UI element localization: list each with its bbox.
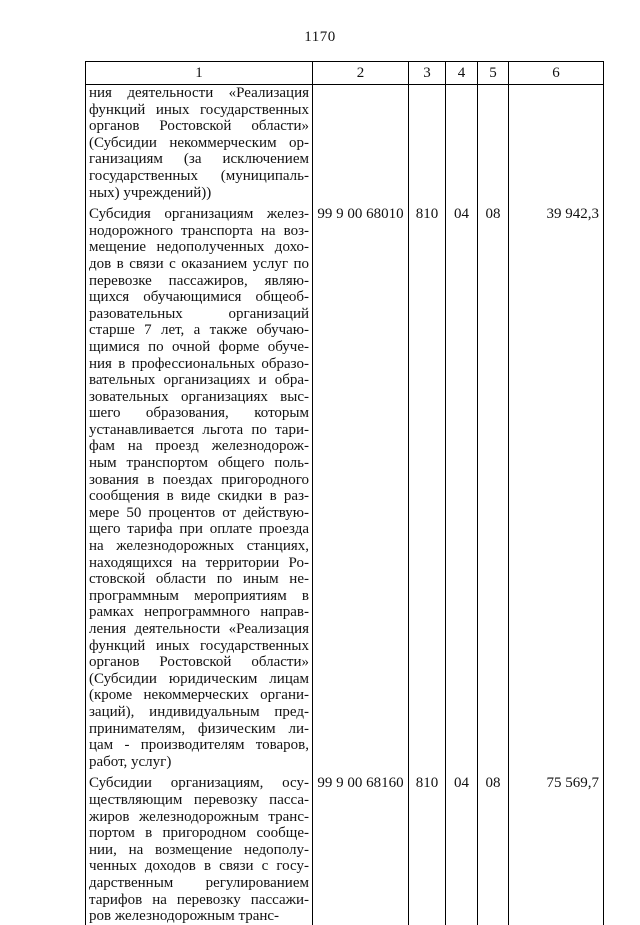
row-target-code: 99 9 00 68010	[313, 201, 409, 770]
row-subsection: 08	[478, 770, 509, 924]
row-target-code	[313, 85, 409, 202]
description-line: работ, услуг)	[89, 753, 172, 770]
row-amount: 39 942,3	[509, 201, 604, 770]
description-line: органов Ростовской области»	[89, 118, 309, 135]
row-section	[446, 85, 478, 202]
header-col-2: 2	[313, 62, 409, 85]
description-line: щихся обучающимися общеоб-	[89, 289, 309, 306]
description-line: рамках непрограммного направ-	[89, 604, 309, 621]
description-line: ществляющим перевозку пасса-	[89, 791, 309, 808]
description-line: стовской области по иным не-	[89, 571, 309, 588]
description-line: фам на проезд железнодорож-	[89, 438, 309, 455]
description-line: нодорожного транспорта на воз-	[89, 222, 309, 239]
description-line: ления деятельности «Реализация	[89, 621, 309, 637]
description-line: разовательных организаций	[89, 305, 309, 322]
description-line: зования в поездах пригородного	[89, 471, 309, 488]
row-subsection	[478, 85, 509, 202]
page-number: 1170	[304, 29, 336, 45]
description-line: старше 7 лет, а также обучаю-	[89, 322, 309, 339]
description-line: на железнодорожных станциях,	[89, 538, 309, 555]
row-amount	[509, 85, 604, 202]
description-line: органов Ростовской области»	[89, 654, 309, 671]
description-line: мещение недополученных дохо-	[89, 239, 309, 256]
table-header	[86, 62, 604, 85]
description-line: мере 50 процентов от действую-	[89, 504, 309, 521]
row-subsection: 08	[478, 201, 509, 770]
table-row	[86, 770, 604, 924]
header-col-3: 3	[409, 62, 446, 85]
description-line: заций), индивидуальным пред-	[89, 703, 309, 720]
row-expense-type	[409, 85, 446, 202]
description-line: нии, на возмещение недополу-	[89, 841, 309, 858]
description-line: вательных организациях и обра-	[89, 372, 309, 389]
row-expense-type: 810	[409, 201, 446, 770]
table-row	[86, 201, 604, 770]
table-row	[86, 85, 604, 202]
row-section: 04	[446, 770, 478, 924]
description-line: ров железнодорожным транс-	[89, 908, 280, 925]
row-description	[86, 770, 313, 924]
description-line: дов в связи с оказанием услуг по	[89, 255, 309, 272]
budget-table-container	[85, 61, 603, 925]
description-line: дарственным регулированием	[89, 874, 309, 891]
description-line: находящихся на территории Ро-	[89, 554, 309, 571]
header-row	[86, 62, 604, 85]
description-line: устанавливается льгота по тари-	[89, 421, 309, 438]
description-line: Субсидии организациям, осу-	[89, 775, 309, 792]
description-line: ния деятельности «Реализация	[89, 85, 309, 101]
description-line: программным мероприятиям в	[89, 587, 309, 604]
row-description	[86, 201, 313, 770]
description-line: щего тарифа при оплате проезда	[89, 521, 309, 538]
description-line: ченных доходов в связи с госу-	[89, 858, 309, 875]
description-line: государственных (муниципаль-	[89, 167, 309, 184]
description-line: (кроме некоммерческих органи-	[89, 687, 309, 704]
header-col-6: 6	[509, 62, 604, 85]
row-section: 04	[446, 201, 478, 770]
description-line: (Субсидии некоммерческим ор-	[89, 134, 309, 151]
row-target-code: 99 9 00 68160	[313, 770, 409, 924]
description-line: (Субсидии юридическим лицам	[89, 670, 309, 687]
description-line: тарифов на перевозку пассажи-	[89, 891, 309, 908]
description-line: Субсидия организациям желез-	[89, 206, 309, 223]
table-body	[86, 85, 604, 925]
header-col-5: 5	[478, 62, 509, 85]
budget-table	[85, 61, 604, 925]
description-line: ния в профессиональных образо-	[89, 355, 309, 372]
description-line: ным транспортом общего поль-	[89, 455, 309, 472]
description-line: функций иных государственных	[89, 637, 309, 654]
description-line: цам - производителям товаров,	[89, 737, 309, 754]
description-line: зовательных организациях выс-	[89, 388, 309, 405]
description-line: ных) учреждений))	[89, 184, 212, 201]
row-expense-type: 810	[409, 770, 446, 924]
description-line: ганизациям (за исключением	[89, 151, 309, 168]
description-line: жиров железнодорожным транс-	[89, 808, 309, 825]
row-amount: 75 569,7	[509, 770, 604, 924]
header-col-4: 4	[446, 62, 478, 85]
description-line: сообщения в виде скидки в раз-	[89, 488, 309, 505]
description-line: принимателям, физическим ли-	[89, 720, 309, 737]
description-line: шего образования, которым	[89, 405, 309, 422]
description-line: функций иных государственных	[89, 101, 309, 118]
description-line: щимися по очной форме обуче-	[89, 338, 309, 355]
description-line: перевозке пассажиров, являю-	[89, 272, 309, 289]
row-description	[86, 85, 313, 202]
description-line: портом в пригородном сообще-	[89, 825, 309, 842]
header-col-1: 1	[86, 62, 313, 85]
